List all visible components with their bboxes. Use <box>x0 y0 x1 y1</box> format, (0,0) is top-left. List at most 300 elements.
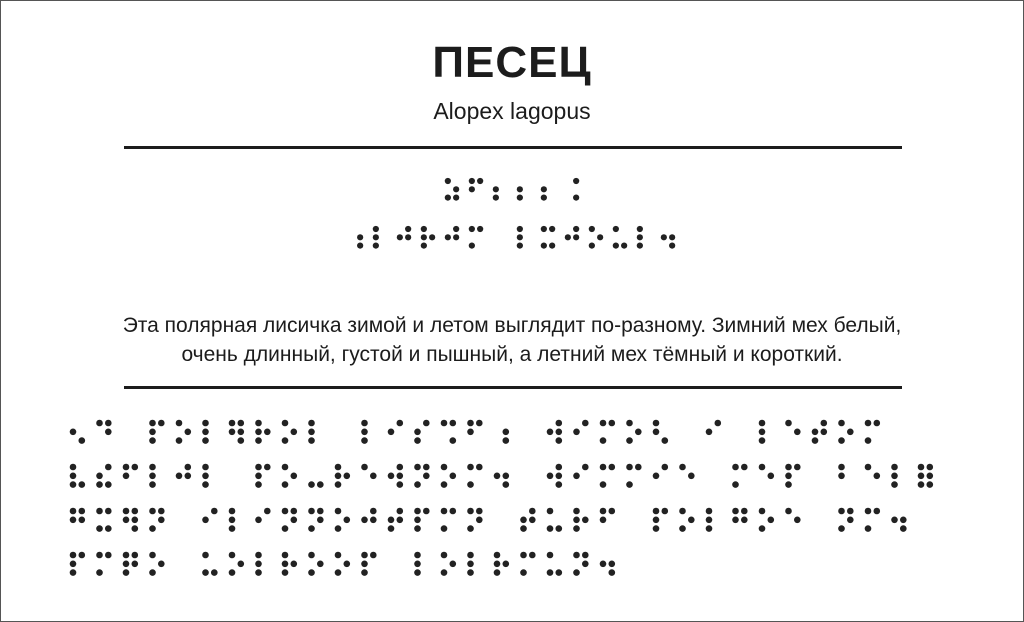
braille-dot <box>132 525 139 532</box>
braille-dot <box>529 508 536 515</box>
braille-dot <box>361 420 368 427</box>
braille-dot <box>202 517 209 524</box>
braille-dot <box>467 525 474 532</box>
braille-dot <box>759 525 766 532</box>
braille-dot <box>679 525 686 532</box>
braille-dot <box>344 473 351 480</box>
braille-dot <box>282 561 289 568</box>
braille-dot <box>741 464 748 471</box>
braille-dot <box>414 569 421 576</box>
braille-dot <box>494 561 501 568</box>
braille-dot <box>441 525 448 532</box>
braille-dot <box>556 481 563 488</box>
braille-dot <box>70 517 77 524</box>
braille-dot <box>450 420 457 427</box>
braille-dot <box>732 517 739 524</box>
braille-dot <box>476 508 483 515</box>
braille-dot <box>132 552 139 559</box>
braille-dot <box>556 464 563 471</box>
braille-dot <box>335 464 342 471</box>
sign-title: ПЕСЕЦ <box>432 38 592 87</box>
braille-dot <box>229 525 236 532</box>
braille-dot <box>688 473 695 480</box>
description-line-2: очень длинный, густой и пышный, а летний мех тёмный и короткий. <box>181 343 843 366</box>
braille-dot <box>600 508 607 515</box>
braille-dot <box>759 420 766 427</box>
braille-dot <box>397 481 404 488</box>
braille-dot <box>176 437 183 444</box>
braille-dot <box>282 464 289 471</box>
braille-dot <box>732 508 739 515</box>
braille-dot <box>573 517 580 524</box>
braille-dot <box>335 552 342 559</box>
braille-dot <box>679 508 686 515</box>
braille-dot <box>96 473 103 480</box>
braille-dot <box>70 552 77 559</box>
braille-dot <box>467 508 474 515</box>
braille-dot <box>70 508 77 515</box>
braille-dot <box>582 561 589 568</box>
braille-dot <box>158 561 165 568</box>
braille-dot <box>874 420 881 427</box>
braille-dot <box>582 420 589 427</box>
braille-dot <box>202 429 209 436</box>
braille-dot <box>635 429 642 436</box>
braille-dot <box>255 429 262 436</box>
braille-dot <box>202 569 209 576</box>
braille-dot <box>123 464 130 471</box>
braille-dot <box>865 437 872 444</box>
braille-dot <box>202 473 209 480</box>
braille-dot <box>335 569 342 576</box>
braille-dot <box>441 481 448 488</box>
braille-dot <box>202 420 209 427</box>
braille-dot <box>812 429 819 436</box>
braille-dot <box>264 429 271 436</box>
braille-dot <box>423 420 430 427</box>
braille-dot <box>847 517 854 524</box>
braille-dot <box>202 437 209 444</box>
braille-dot <box>308 569 315 576</box>
braille-dot <box>370 552 377 559</box>
braille-dot <box>344 517 351 524</box>
braille-dot <box>388 517 395 524</box>
braille-dot <box>785 464 792 471</box>
braille-text-block <box>1 1 1023 621</box>
braille-dot <box>529 517 536 524</box>
braille-dot <box>600 437 607 444</box>
braille-dot <box>520 569 527 576</box>
braille-dot <box>361 561 368 568</box>
braille-dot <box>900 517 907 524</box>
braille-dot <box>70 464 77 471</box>
braille-dot <box>96 481 103 488</box>
braille-dot <box>70 561 77 568</box>
braille-dot <box>547 508 554 515</box>
braille-dot <box>79 481 86 488</box>
braille-dot <box>229 517 236 524</box>
braille-dot <box>397 464 404 471</box>
braille-dot <box>132 508 139 515</box>
braille-dot <box>255 569 262 576</box>
braille-dot <box>547 429 554 436</box>
braille-dot <box>149 429 156 436</box>
braille-dot <box>149 437 156 444</box>
braille-dot <box>229 420 236 427</box>
braille-dot <box>520 525 527 532</box>
braille-dot <box>556 429 563 436</box>
braille-dot <box>132 517 139 524</box>
braille-dot <box>105 481 112 488</box>
braille-dot <box>653 525 660 532</box>
braille-dot <box>768 473 775 480</box>
braille-dot <box>441 552 448 559</box>
braille-dot <box>308 525 315 532</box>
braille-dot <box>759 464 766 471</box>
braille-dot <box>255 464 262 471</box>
braille-dot <box>202 552 209 559</box>
braille-dot <box>927 473 934 480</box>
braille-dot <box>759 508 766 515</box>
braille-dot <box>785 473 792 480</box>
braille-dot <box>414 464 421 471</box>
braille-dot <box>467 561 474 568</box>
braille-dot <box>264 464 271 471</box>
braille-dot <box>185 464 192 471</box>
braille-dot <box>653 517 660 524</box>
braille-dot <box>291 561 298 568</box>
braille-dot <box>255 561 262 568</box>
braille-dot <box>582 517 589 524</box>
braille-dot <box>79 552 86 559</box>
braille-dot <box>79 508 86 515</box>
braille-dot <box>467 569 474 576</box>
braille-dot <box>573 569 580 576</box>
braille-dot <box>308 429 315 436</box>
braille-dot <box>229 552 236 559</box>
braille-dot <box>662 437 669 444</box>
braille-dot <box>918 464 925 471</box>
braille-dot <box>662 508 669 515</box>
braille-dot <box>149 464 156 471</box>
braille-dot <box>503 437 510 444</box>
braille-dot <box>865 508 872 515</box>
braille-dot <box>573 429 580 436</box>
braille-dot <box>317 481 324 488</box>
braille-dot <box>467 429 474 436</box>
braille-dot <box>865 464 872 471</box>
braille-dot <box>149 473 156 480</box>
braille-dot <box>397 517 404 524</box>
braille-dot <box>759 437 766 444</box>
braille-dot <box>70 481 77 488</box>
braille-dot <box>547 525 554 532</box>
braille-dot <box>308 552 315 559</box>
braille-dot <box>282 569 289 576</box>
latin-name: Alopex lagopus <box>433 98 591 124</box>
braille-dot <box>573 473 580 480</box>
braille-dot <box>582 552 589 559</box>
braille-dot <box>308 437 315 444</box>
braille-dot <box>476 517 483 524</box>
braille-dot <box>105 429 112 436</box>
braille-dot <box>874 508 881 515</box>
braille-dot <box>847 508 854 515</box>
braille-dot <box>600 481 607 488</box>
braille-dot <box>70 473 77 480</box>
braille-dot <box>556 437 563 444</box>
braille-dot <box>158 517 165 524</box>
braille-dot <box>255 517 262 524</box>
braille-dot <box>308 508 315 515</box>
braille-dot <box>335 481 342 488</box>
braille-dot <box>715 420 722 427</box>
braille-dot <box>414 552 421 559</box>
description-line-1: Эта полярная лисичка зимой и летом выглядит по-разному. Зимний мех белый, <box>122 314 902 337</box>
braille-dot <box>794 464 801 471</box>
braille-dot <box>865 420 872 427</box>
braille-dot <box>79 517 86 524</box>
braille-dot <box>105 552 112 559</box>
braille-dot <box>838 464 845 471</box>
braille-dot <box>158 420 165 427</box>
braille-dot <box>414 429 421 436</box>
braille-dot <box>626 481 633 488</box>
braille-dot <box>741 508 748 515</box>
braille-dot <box>547 569 554 576</box>
braille-dot <box>467 464 474 471</box>
braille-dot <box>759 429 766 436</box>
braille-dot <box>494 552 501 559</box>
braille-dot <box>476 464 483 471</box>
braille-dot <box>821 420 828 427</box>
braille-dot <box>414 561 421 568</box>
braille-dot <box>282 437 289 444</box>
braille-dot <box>467 420 474 427</box>
braille-dot <box>96 569 103 576</box>
braille-dot <box>706 508 713 515</box>
braille-dot <box>891 464 898 471</box>
braille-dot <box>609 569 616 576</box>
braille-dot <box>388 473 395 480</box>
braille-dot <box>282 508 289 515</box>
braille-dot <box>291 508 298 515</box>
braille-dot <box>282 481 289 488</box>
braille-dot <box>626 464 633 471</box>
braille-dot <box>768 517 775 524</box>
braille-dot <box>609 508 616 515</box>
braille-dot <box>450 508 457 515</box>
braille-dot <box>785 481 792 488</box>
braille-dot <box>467 481 474 488</box>
braille-dot <box>423 464 430 471</box>
braille-dot <box>626 437 633 444</box>
braille-dot <box>450 473 457 480</box>
braille-dot <box>812 437 819 444</box>
braille-dot <box>927 481 934 488</box>
braille-dot <box>556 525 563 532</box>
braille-dot <box>149 525 156 532</box>
braille-dot <box>653 420 660 427</box>
braille-dot <box>609 561 616 568</box>
braille-dot <box>158 508 165 515</box>
braille-dot <box>229 508 236 515</box>
braille-dot <box>149 552 156 559</box>
braille-dot <box>927 464 934 471</box>
braille-dot <box>918 473 925 480</box>
braille-dot <box>891 473 898 480</box>
braille-dot <box>600 517 607 524</box>
braille-dot <box>255 552 262 559</box>
braille-dot <box>149 420 156 427</box>
braille-dot <box>732 481 739 488</box>
braille-dot <box>450 437 457 444</box>
braille-dot <box>238 437 245 444</box>
braille-dot <box>785 508 792 515</box>
braille-dot <box>547 552 554 559</box>
braille-dot <box>556 473 563 480</box>
braille-dot <box>794 517 801 524</box>
braille-dot <box>282 420 289 427</box>
braille-dot <box>494 569 501 576</box>
braille-dot <box>785 420 792 427</box>
braille-dot <box>688 517 695 524</box>
braille-dot <box>441 508 448 515</box>
braille-dot <box>238 420 245 427</box>
braille-dot <box>556 569 563 576</box>
braille-dot <box>308 420 315 427</box>
braille-dot <box>414 481 421 488</box>
braille-dot <box>149 481 156 488</box>
braille-dot <box>308 481 315 488</box>
braille-dot <box>96 508 103 515</box>
braille-dot <box>123 508 130 515</box>
braille-dot <box>450 561 457 568</box>
braille-dot <box>335 508 342 515</box>
braille-dot <box>529 552 536 559</box>
braille-dot <box>317 561 324 568</box>
braille-dot <box>229 569 236 576</box>
braille-dot <box>556 420 563 427</box>
braille-dot <box>600 464 607 471</box>
braille-dot <box>123 517 130 524</box>
braille-dot <box>441 464 448 471</box>
braille-dot <box>874 473 881 480</box>
braille-dot <box>176 420 183 427</box>
braille-dot <box>653 429 660 436</box>
braille-dot <box>317 517 324 524</box>
braille-dot <box>211 508 218 515</box>
braille-dot <box>838 420 845 427</box>
braille-dot <box>891 517 898 524</box>
braille-dot <box>123 569 130 576</box>
braille-dot <box>238 561 245 568</box>
braille-dot <box>291 517 298 524</box>
braille-dot <box>229 429 236 436</box>
braille-dot <box>282 525 289 532</box>
braille-dot <box>741 517 748 524</box>
braille-dot <box>344 561 351 568</box>
braille-dot <box>706 517 713 524</box>
braille-dot <box>361 464 368 471</box>
braille-dot <box>635 464 642 471</box>
braille-dot <box>821 429 828 436</box>
braille-dot <box>291 473 298 480</box>
braille-dot <box>414 508 421 515</box>
braille-dot <box>423 473 430 480</box>
braille-dot <box>900 525 907 532</box>
braille-dot <box>414 437 421 444</box>
braille-dot <box>361 429 368 436</box>
braille-dot <box>291 429 298 436</box>
braille-dot <box>441 420 448 427</box>
braille-dot <box>255 481 262 488</box>
braille-dot <box>573 552 580 559</box>
braille-dot <box>706 525 713 532</box>
braille-dot <box>653 473 660 480</box>
braille-dot <box>547 473 554 480</box>
braille-dot <box>838 525 845 532</box>
braille-dot <box>70 569 77 576</box>
braille-dot <box>211 569 218 576</box>
braille-dot <box>123 561 130 568</box>
braille-dot <box>600 561 607 568</box>
braille-dot <box>149 508 156 515</box>
braille-dot <box>361 517 368 524</box>
braille-dot <box>626 420 633 427</box>
braille-dot <box>361 552 368 559</box>
braille-dot <box>503 561 510 568</box>
braille-dot <box>202 464 209 471</box>
braille-dot <box>176 473 183 480</box>
braille-dot <box>255 437 262 444</box>
braille-dot <box>573 525 580 532</box>
braille-dot <box>370 517 377 524</box>
braille-dot <box>96 420 103 427</box>
braille-dot <box>264 508 271 515</box>
braille-dot <box>467 552 474 559</box>
braille-dot <box>609 420 616 427</box>
braille-dot <box>397 420 404 427</box>
braille-dot <box>503 429 510 436</box>
braille-dot <box>388 429 395 436</box>
braille-dot <box>891 481 898 488</box>
braille-dot <box>520 517 527 524</box>
braille-dot <box>370 473 377 480</box>
braille-dot <box>397 508 404 515</box>
braille-dot <box>132 561 139 568</box>
braille-dot <box>918 481 925 488</box>
braille-dot <box>105 464 112 471</box>
braille-dot <box>503 473 510 480</box>
braille-dot <box>370 508 377 515</box>
braille-dot <box>185 473 192 480</box>
braille-dot <box>662 464 669 471</box>
braille-dot <box>794 429 801 436</box>
braille-dot <box>865 525 872 532</box>
braille-dot <box>317 508 324 515</box>
braille-dot <box>105 508 112 515</box>
braille-dot <box>202 481 209 488</box>
braille-dot <box>573 508 580 515</box>
braille-dot <box>494 473 501 480</box>
braille-dot <box>70 429 77 436</box>
braille-dot <box>282 552 289 559</box>
braille-dot <box>441 569 448 576</box>
braille-dot <box>79 437 86 444</box>
braille-dot <box>838 473 845 480</box>
braille-dot <box>653 508 660 515</box>
